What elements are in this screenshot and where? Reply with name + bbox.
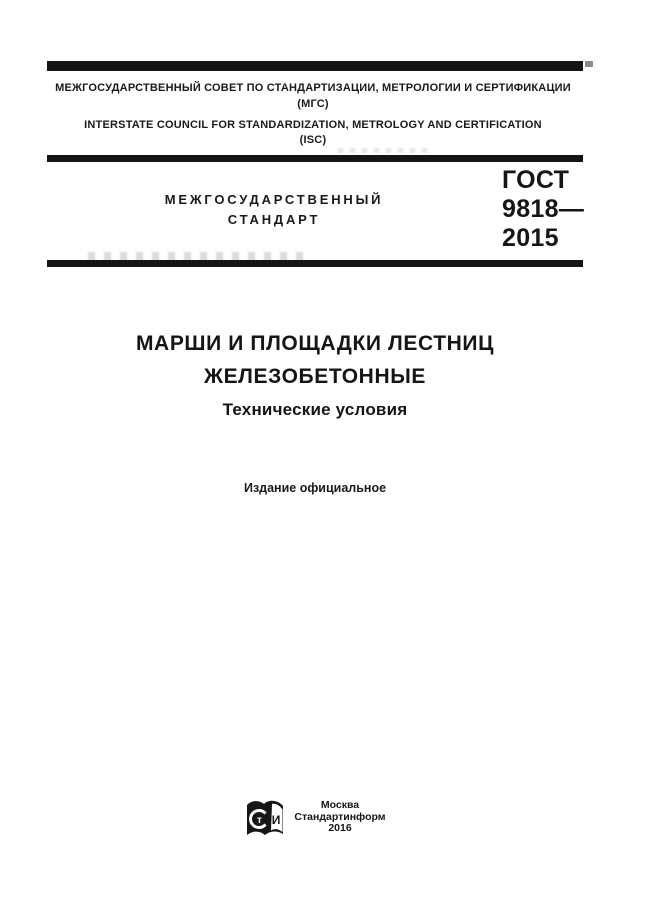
- imprint-block: [276, 800, 404, 835]
- svg-text:т: т: [257, 815, 262, 826]
- council-name-en: INTERSTATE COUNCIL FOR STANDARDIZATION, METROLOGY AND CERTIFICATION: [84, 119, 542, 131]
- document-title-line2: ЖЕЛЕЗОБЕТОННЫЕ: [204, 365, 426, 388]
- council-abbr-en: (ISC): [299, 134, 327, 146]
- svg-text:И: И: [271, 813, 281, 827]
- imprint-city: Москва: [320, 799, 360, 811]
- imprint-year: 2016: [328, 822, 352, 834]
- document-subtitle: Технические условия: [222, 400, 408, 419]
- document-title: [47, 327, 583, 393]
- designation-year: 2015: [502, 224, 559, 252]
- council-header: [40, 80, 586, 148]
- standard-type-label: [47, 164, 501, 256]
- scan-artifact: [585, 61, 593, 67]
- scan-artifact: [88, 252, 306, 261]
- council-abbr-ru: (МГС): [297, 98, 329, 110]
- imprint-publisher: Стандартинформ: [294, 810, 386, 823]
- top-rule: [47, 61, 583, 71]
- edition-note: Издание официальное: [243, 481, 387, 495]
- lower-rule: [47, 260, 583, 267]
- document-title-line1: МАРШИ И ПЛОЩАДКИ ЛЕСТНИЦ: [135, 332, 495, 355]
- designation-number: 9818—: [502, 195, 585, 223]
- standard-designation: [502, 166, 584, 253]
- designation-prefix: ГОСТ: [502, 166, 570, 194]
- middle-rule: [47, 155, 583, 162]
- scan-artifact: [338, 148, 434, 153]
- council-name-ru: МЕЖГОСУДАРСТВЕННЫЙ СОВЕТ ПО СТАНДАРТИЗАЦИИ, МЕТРОЛОГИИ И СЕРТИФИКАЦИИ: [55, 82, 571, 94]
- standard-type-line1: МЕЖГОСУДАРСТВЕННЫЙ: [164, 192, 384, 207]
- standard-type-line2: СТАНДАРТ: [227, 212, 321, 227]
